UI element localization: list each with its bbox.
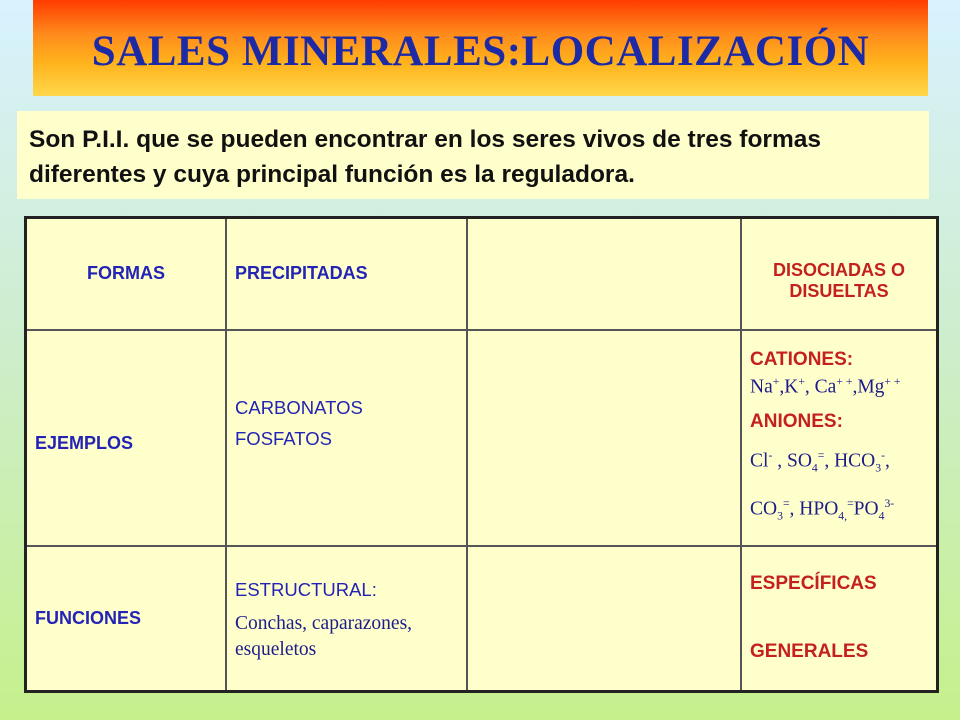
- intro-box: [17, 111, 929, 199]
- funcion-estructural: ESTRUCTURAL:: [235, 578, 377, 600]
- ejemplo-carbonatos: CARBONATOS: [235, 396, 363, 418]
- aniones-formula-1: Cl- , $SO_4^=$, $HCO_3^-$,: [750, 448, 890, 475]
- header-formas: FORMAS: [26, 218, 227, 330]
- row-label-ejemplos: EJEMPLOS: [26, 330, 227, 546]
- header-precipitadas: PRECIPITADAS: [226, 218, 467, 330]
- header-disociadas: DISOCIADAS O DISUELTAS: [741, 218, 938, 330]
- aniones-label: ANIONES:: [750, 410, 843, 432]
- ejemplo-fosfatos: FOSFATOS: [235, 427, 332, 449]
- ejemplos-blank-cell: [467, 330, 741, 546]
- funciones-blank-cell: [467, 546, 741, 692]
- intro-text: Son P.I.I. que se pueden encontrar en los seres vivos de tres formas diferentes y cuya principal función es la reguladora.: [29, 126, 822, 188]
- cationes-label: CATIONES:: [750, 349, 854, 371]
- funciones-precipitadas-cell: [226, 546, 467, 692]
- salts-table: [24, 216, 939, 693]
- ejemplos-precipitadas-cell: [226, 330, 467, 546]
- funcion-especificas: ESPECÍFICAS: [750, 573, 877, 595]
- cationes-formula: Na+,K+, Ca+ +,Mg+ +: [750, 375, 901, 398]
- funcion-generales: GENERALES: [750, 641, 869, 663]
- title-bar: [33, 0, 928, 96]
- header-row: [26, 218, 938, 330]
- header-blank: [467, 218, 741, 330]
- funciones-row: [26, 546, 938, 692]
- page-title: SALES MINERALES:LOCALIZACIÓN: [91, 27, 870, 75]
- row-label-funciones: FUNCIONES: [26, 546, 227, 692]
- ejemplos-disociadas-cell: [741, 330, 938, 546]
- funciones-disociadas-cell: [741, 546, 938, 692]
- funcion-estructural-desc: Conchas, caparazones, esqueletos: [235, 612, 413, 660]
- aniones-formula-2: $CO_3^=$, $HPO_{4,}^=PO_4^{3-}$: [750, 497, 895, 523]
- ejemplos-row: [26, 330, 938, 546]
